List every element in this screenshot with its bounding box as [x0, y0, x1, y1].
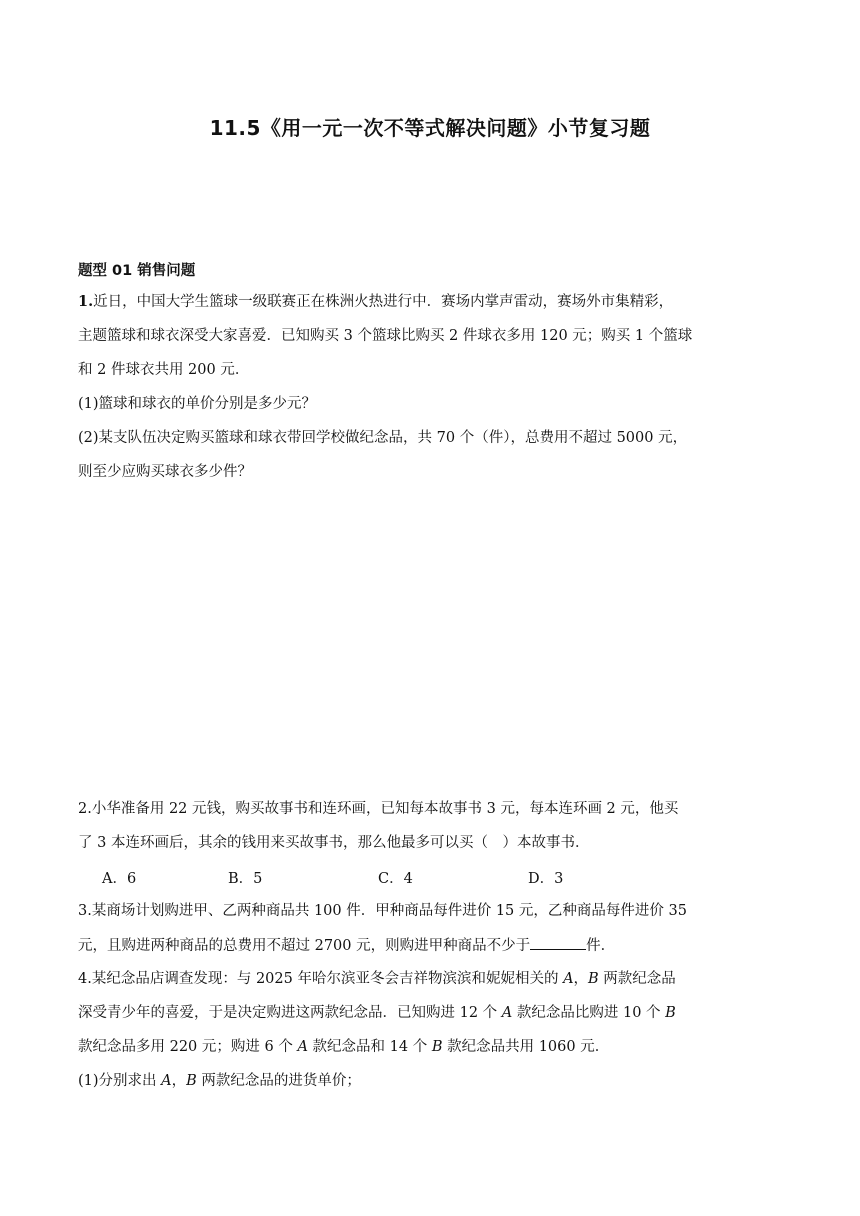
section-heading: 题型 01 销售问题: [78, 263, 196, 279]
q1-sub-2b: 则至少应购买球衣多少件？: [78, 464, 252, 480]
q1-line-3: 和 2 件球衣共用 200 元．: [78, 362, 250, 378]
q2-line-2: 了 3 本连环画后，其余的钱用来买故事书，那么他最多可以买（ ）本故事书．: [78, 835, 590, 851]
q1-text-1: 近日，中国大学生篮球一级联赛正在株洲火热进行中．赛场内掌声雷动，赛场外市集精彩，: [93, 294, 674, 310]
q4-sub-1: [78, 1071, 788, 1091]
q4-comma: ，: [573, 971, 589, 987]
q2-option-a: A．6: [102, 871, 137, 887]
q1-sub-1: (1)篮球和球衣的单价分别是多少元？: [78, 396, 317, 412]
q4-line-1: [78, 969, 788, 989]
q4-text-1-end: 两款纪念品: [598, 971, 676, 987]
q4-line-3: [78, 1037, 788, 1057]
q2-option-d: D．3: [528, 871, 564, 887]
q4-text-1: 4.某纪念品店调查发现：与 2025 年哈尔滨亚冬会吉祥物滨滨和妮妮相关的: [78, 971, 564, 987]
q2-line-1: 2.小华准备用 22 元钱，购买故事书和连环画，已知每本故事书 3 元，每本连环画 2 元，他买: [78, 801, 679, 817]
q4-text-2: 深受青少年的喜爱，于是决定购进这两款纪念品．已知购进 12 个: [78, 1005, 502, 1021]
q4-sub1-text-end: 两款纪念品的进货单价；: [196, 1073, 361, 1089]
q4-text-3: 款纪念品多用 220 元；购进 6 个: [78, 1039, 298, 1055]
q4-var-b: B: [665, 1005, 676, 1021]
q4-var-a: A: [563, 971, 574, 987]
q2-option-c: C．4: [378, 871, 413, 887]
q4-text-2-mid: 款纪念品比购进 10 个: [512, 1005, 666, 1021]
q2-option-b: B．5: [228, 871, 263, 887]
q4-var-a: A: [501, 1005, 513, 1021]
q4-comma: ，: [171, 1073, 187, 1089]
q1-sub-2: (2)某支队伍决定购买篮球和球衣带回学校做纪念品，共 70 个（件），总费用不超过 5000 元，: [78, 430, 688, 446]
q4-var-b: B: [588, 971, 599, 987]
q4-line-2: [78, 1003, 788, 1023]
q4-var-b: B: [186, 1073, 197, 1089]
q3-text-2-end: 件．: [586, 938, 616, 954]
q4-var-a: A: [297, 1039, 308, 1055]
q4-text-3-mid: 款纪念品和 14 个: [307, 1039, 432, 1055]
q3-line-1: 3.某商场计划购进甲、乙两种商品共 100 件．甲种商品每件进价 15 元，乙种商品每件进价 35: [78, 903, 687, 919]
q4-var-b: B: [431, 1039, 443, 1055]
q4-text-3-end: 款纪念品共用 1060 元．: [442, 1039, 610, 1055]
q1-number: 1.: [78, 293, 94, 310]
q4-sub1-text: (1)分别求出: [78, 1073, 162, 1089]
q3-line-2: [78, 935, 788, 956]
q1-line-2: 主题篮球和球衣深受大家喜爱．已知购买 3 个篮球比购买 2 件球衣多用 120 元；购买 1 个篮球: [78, 328, 693, 344]
q3-answer-blank[interactable]: [530, 935, 586, 950]
q4-var-a: A: [161, 1073, 172, 1089]
page-title: 11.5《用一元一次不等式解决问题》小节复习题: [209, 116, 651, 140]
q1-line-1: [78, 292, 788, 312]
q3-text-2: 元，且购进两种商品的总费用不超过 2700 元，则购进甲种商品不少于: [78, 938, 531, 954]
